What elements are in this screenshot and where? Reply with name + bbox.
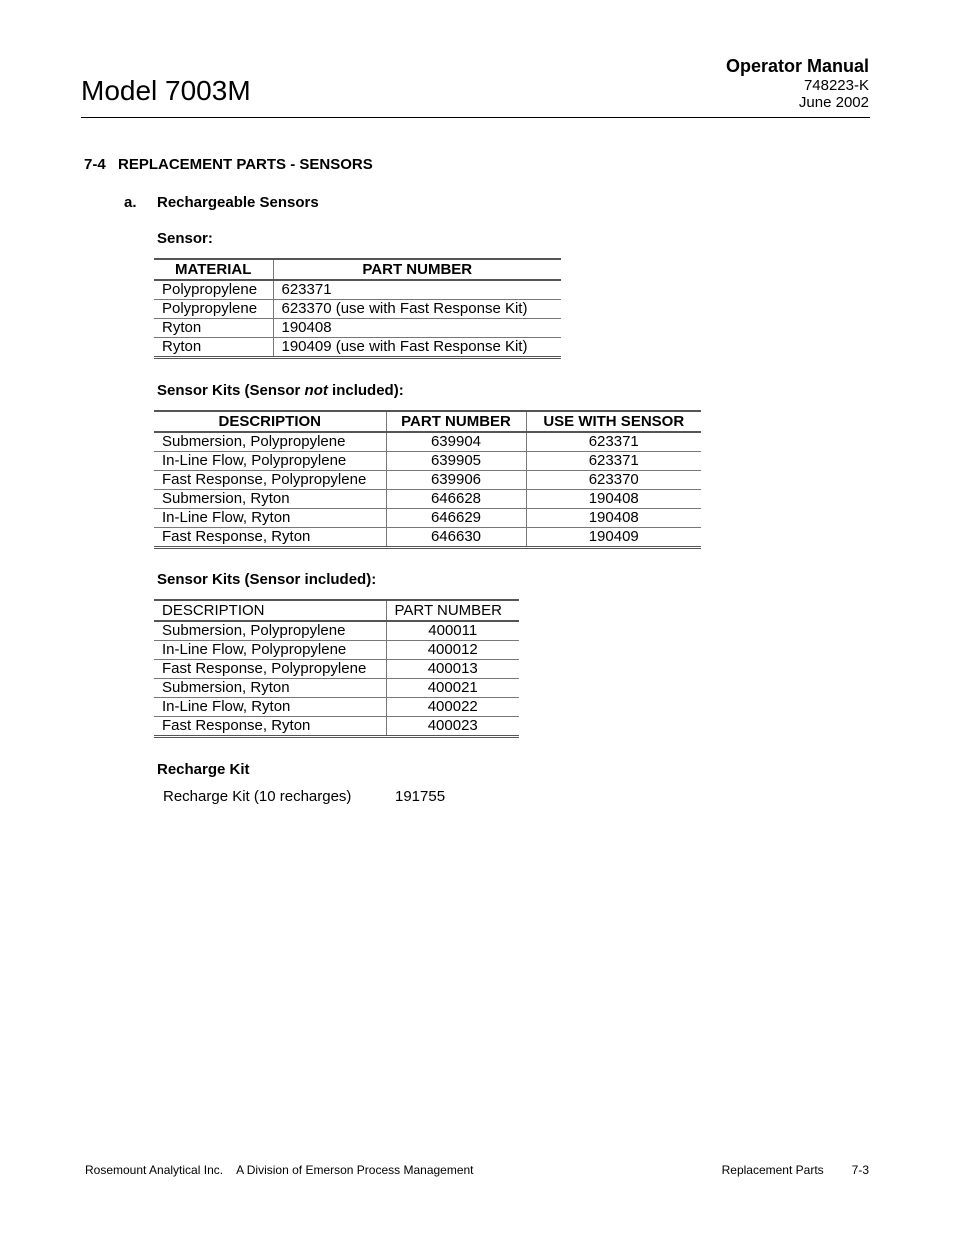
table-cell: 190408 xyxy=(526,490,701,509)
column-header: PART NUMBER xyxy=(386,600,519,621)
recharge-kit-description: Recharge Kit (10 recharges) xyxy=(163,788,352,805)
table-row xyxy=(154,338,561,358)
footer-section-name: Replacement Parts xyxy=(721,1163,824,1177)
table-cell: Polypropylene xyxy=(154,280,273,300)
heading-text: Sensor Kits (Sensor xyxy=(157,382,305,399)
column-header: DESCRIPTION xyxy=(154,411,386,432)
table-row xyxy=(154,660,519,679)
column-header: PART NUMBER xyxy=(386,411,526,432)
model-title: Model 7003M xyxy=(81,75,251,106)
table-cell: 400011 xyxy=(386,621,519,641)
table-cell: Submersion, Polypropylene xyxy=(154,621,386,641)
sensor-table xyxy=(154,258,561,359)
column-header: PART NUMBER xyxy=(273,259,561,280)
kits-included-heading: Sensor Kits (Sensor included): xyxy=(157,571,377,588)
section-heading xyxy=(84,156,373,173)
table-cell: 646630 xyxy=(386,528,526,548)
sensor-heading: Sensor: xyxy=(157,230,213,247)
heading-text: included): xyxy=(327,382,404,399)
table-cell: Submersion, Ryton xyxy=(154,679,386,698)
table-cell: Ryton xyxy=(154,338,273,358)
table-row xyxy=(154,452,701,471)
table-header-row xyxy=(154,411,701,432)
table-cell: 623370 (use with Fast Response Kit) xyxy=(273,300,561,319)
table-cell: 190409 (use with Fast Response Kit) xyxy=(273,338,561,358)
table-header-row xyxy=(154,259,561,280)
document-number: 748223-K xyxy=(803,77,869,94)
column-header: MATERIAL xyxy=(154,259,273,280)
table-cell: In-Line Flow, Polypropylene xyxy=(154,452,386,471)
table-cell: 639904 xyxy=(386,432,526,452)
table-cell: 646628 xyxy=(386,490,526,509)
table-cell: 400023 xyxy=(386,717,519,737)
page-number: 7-3 xyxy=(851,1163,869,1177)
table-row xyxy=(154,432,701,452)
header-divider xyxy=(81,117,870,118)
table-cell: 646629 xyxy=(386,509,526,528)
table-cell: Ryton xyxy=(154,319,273,338)
recharge-kit-part-number: 191755 xyxy=(395,788,446,805)
table-row xyxy=(154,471,701,490)
table-row xyxy=(154,280,561,300)
table-row xyxy=(154,528,701,548)
table-cell: In-Line Flow, Polypropylene xyxy=(154,641,386,660)
table-row xyxy=(154,300,561,319)
table-cell: 190408 xyxy=(526,509,701,528)
table-cell: Submersion, Polypropylene xyxy=(154,432,386,452)
table-cell: In-Line Flow, Ryton xyxy=(154,509,386,528)
table-cell: 400013 xyxy=(386,660,519,679)
table-cell: 400022 xyxy=(386,698,519,717)
table-cell: Fast Response, Ryton xyxy=(154,717,386,737)
table-cell: Fast Response, Polypropylene xyxy=(154,660,386,679)
footer-division: A Division of Emerson Process Management xyxy=(236,1163,474,1177)
table-row xyxy=(154,319,561,338)
table-cell: 623371 xyxy=(526,452,701,471)
subsection-heading xyxy=(124,194,319,211)
table-cell: 639905 xyxy=(386,452,526,471)
section-title: REPLACEMENT PARTS - SENSORS xyxy=(118,156,373,173)
kits-not-included-table xyxy=(154,410,701,549)
table-row xyxy=(154,679,519,698)
table-row xyxy=(154,490,701,509)
table-cell: Fast Response, Polypropylene xyxy=(154,471,386,490)
manual-label: Operator Manual xyxy=(725,56,869,76)
footer-left xyxy=(85,1163,474,1177)
table-cell: Polypropylene xyxy=(154,300,273,319)
table-cell: In-Line Flow, Ryton xyxy=(154,698,386,717)
table-cell: 623371 xyxy=(526,432,701,452)
document-date: June 2002 xyxy=(798,94,869,111)
heading-emphasis: not xyxy=(304,382,328,399)
table-cell: 623370 xyxy=(526,471,701,490)
table-row xyxy=(154,509,701,528)
footer-right xyxy=(722,1163,869,1177)
table-row xyxy=(154,641,519,660)
table-header-row xyxy=(154,600,519,621)
recharge-kit-heading: Recharge Kit xyxy=(157,761,250,778)
table-cell: 400021 xyxy=(386,679,519,698)
footer-company: Rosemount Analytical Inc. xyxy=(85,1163,224,1177)
table-row xyxy=(154,717,519,737)
subsection-title: Rechargeable Sensors xyxy=(157,194,319,211)
document-info xyxy=(726,56,869,111)
table-row xyxy=(154,621,519,641)
table-cell: 190409 xyxy=(526,528,701,548)
table-cell: 639906 xyxy=(386,471,526,490)
column-header: DESCRIPTION xyxy=(154,600,386,621)
table-cell: Fast Response, Ryton xyxy=(154,528,386,548)
section-number: 7-4 xyxy=(84,156,106,173)
table-cell: 190408 xyxy=(273,319,561,338)
subsection-letter: a. xyxy=(124,194,137,211)
kits-not-included-heading xyxy=(157,382,404,399)
table-row xyxy=(154,698,519,717)
table-cell: 400012 xyxy=(386,641,519,660)
column-header: USE WITH SENSOR xyxy=(526,411,701,432)
recharge-kit-row xyxy=(163,788,445,805)
kits-included-table xyxy=(154,599,519,738)
table-cell: 623371 xyxy=(273,280,561,300)
table-cell: Submersion, Ryton xyxy=(154,490,386,509)
